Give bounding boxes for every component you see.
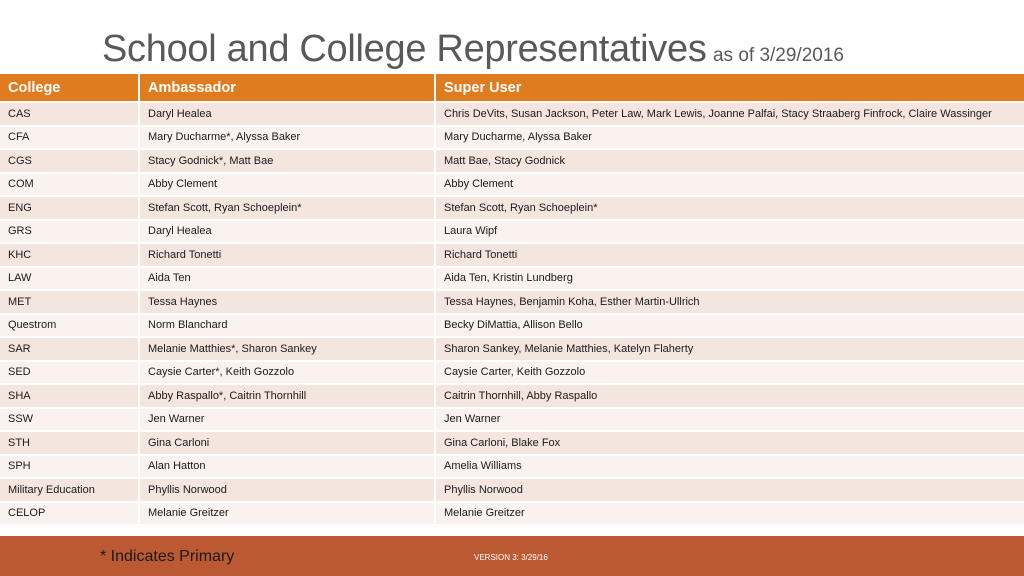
super-user-cell: Chris DeVits, Susan Jackson, Peter Law, Mark Lewis, Joanne Palfai, Stacy Straaberg Finfrock, Claire Wassinger: [435, 102, 1024, 126]
college-cell: SED: [0, 361, 139, 385]
ambassador-cell: Mary Ducharme*, Alyssa Baker: [139, 126, 435, 150]
table-row: [0, 431, 1024, 455]
super-user-cell: Mary Ducharme, Alyssa Baker: [435, 126, 1024, 150]
college-cell: Questrom: [0, 314, 139, 338]
column-header-super-user: Super User: [435, 74, 1024, 102]
college-cell: MET: [0, 290, 139, 314]
table-row: [0, 408, 1024, 432]
primary-footnote: * Indicates Primary: [100, 548, 235, 565]
super-user-cell: Caitrin Thornhill, Abby Raspallo: [435, 384, 1024, 408]
super-user-cell: Amelia Williams: [435, 455, 1024, 479]
college-cell: CELOP: [0, 502, 139, 526]
college-cell: SPH: [0, 455, 139, 479]
table-row: [0, 126, 1024, 150]
college-cell: ENG: [0, 196, 139, 220]
super-user-cell: Caysie Carter, Keith Gozzolo: [435, 361, 1024, 385]
ambassador-cell: Phyllis Norwood: [139, 478, 435, 502]
college-cell: CFA: [0, 126, 139, 150]
page-title-main: School and College Representatives: [102, 28, 707, 70]
college-cell: CGS: [0, 149, 139, 173]
page-title: [102, 28, 844, 71]
table-row: [0, 478, 1024, 502]
super-user-cell: Becky DiMattia, Allison Bello: [435, 314, 1024, 338]
college-cell: GRS: [0, 220, 139, 244]
table-row: [0, 243, 1024, 267]
ambassador-cell: Melanie Greitzer: [139, 502, 435, 526]
college-cell: STH: [0, 431, 139, 455]
ambassador-cell: Norm Blanchard: [139, 314, 435, 338]
page-title-date: as of 3/29/2016: [712, 45, 844, 66]
column-header-college: College: [0, 74, 139, 102]
table-row: [0, 267, 1024, 291]
table-row: [0, 102, 1024, 126]
super-user-cell: Richard Tonetti: [435, 243, 1024, 267]
representatives-table: [0, 74, 1024, 526]
ambassador-cell: Daryl Healea: [139, 102, 435, 126]
table-row: [0, 290, 1024, 314]
ambassador-cell: Gina Carloni: [139, 431, 435, 455]
ambassador-cell: Richard Tonetti: [139, 243, 435, 267]
super-user-cell: Tessa Haynes, Benjamin Koha, Esther Martin-Ullrich: [435, 290, 1024, 314]
college-cell: KHC: [0, 243, 139, 267]
super-user-cell: Sharon Sankey, Melanie Matthies, Katelyn Flaherty: [435, 337, 1024, 361]
table-row: [0, 220, 1024, 244]
super-user-cell: Jen Warner: [435, 408, 1024, 432]
table-row: [0, 196, 1024, 220]
ambassador-cell: Alan Hatton: [139, 455, 435, 479]
ambassador-cell: Aida Ten: [139, 267, 435, 291]
table-row: [0, 314, 1024, 338]
ambassador-cell: Daryl Healea: [139, 220, 435, 244]
super-user-cell: Stefan Scott, Ryan Schoeplein*: [435, 196, 1024, 220]
super-user-cell: Gina Carloni, Blake Fox: [435, 431, 1024, 455]
college-cell: SAR: [0, 337, 139, 361]
college-cell: CAS: [0, 102, 139, 126]
table-row: [0, 384, 1024, 408]
ambassador-cell: Caysie Carter*, Keith Gozzolo: [139, 361, 435, 385]
super-user-cell: Abby Clement: [435, 173, 1024, 197]
ambassador-cell: Abby Clement: [139, 173, 435, 197]
table-row: [0, 173, 1024, 197]
college-cell: Military Education: [0, 478, 139, 502]
ambassador-cell: Stefan Scott, Ryan Schoeplein*: [139, 196, 435, 220]
table-row: [0, 502, 1024, 526]
super-user-cell: Phyllis Norwood: [435, 478, 1024, 502]
college-cell: SHA: [0, 384, 139, 408]
version-label: VERSION 3: 3/29/16: [474, 553, 548, 562]
ambassador-cell: Abby Raspallo*, Caitrin Thornhill: [139, 384, 435, 408]
college-cell: SSW: [0, 408, 139, 432]
table-row: [0, 337, 1024, 361]
college-cell: LAW: [0, 267, 139, 291]
ambassador-cell: Melanie Matthies*, Sharon Sankey: [139, 337, 435, 361]
footer-bar: [0, 536, 1024, 576]
college-cell: COM: [0, 173, 139, 197]
table-row: [0, 149, 1024, 173]
super-user-cell: Aida Ten, Kristin Lundberg: [435, 267, 1024, 291]
table-header-row: [0, 74, 1024, 102]
super-user-cell: Laura Wipf: [435, 220, 1024, 244]
ambassador-cell: Stacy Godnick*, Matt Bae: [139, 149, 435, 173]
super-user-cell: Melanie Greitzer: [435, 502, 1024, 526]
table-row: [0, 455, 1024, 479]
ambassador-cell: Jen Warner: [139, 408, 435, 432]
table-row: [0, 361, 1024, 385]
ambassador-cell: Tessa Haynes: [139, 290, 435, 314]
super-user-cell: Matt Bae, Stacy Godnick: [435, 149, 1024, 173]
column-header-ambassador: Ambassador: [139, 74, 435, 102]
